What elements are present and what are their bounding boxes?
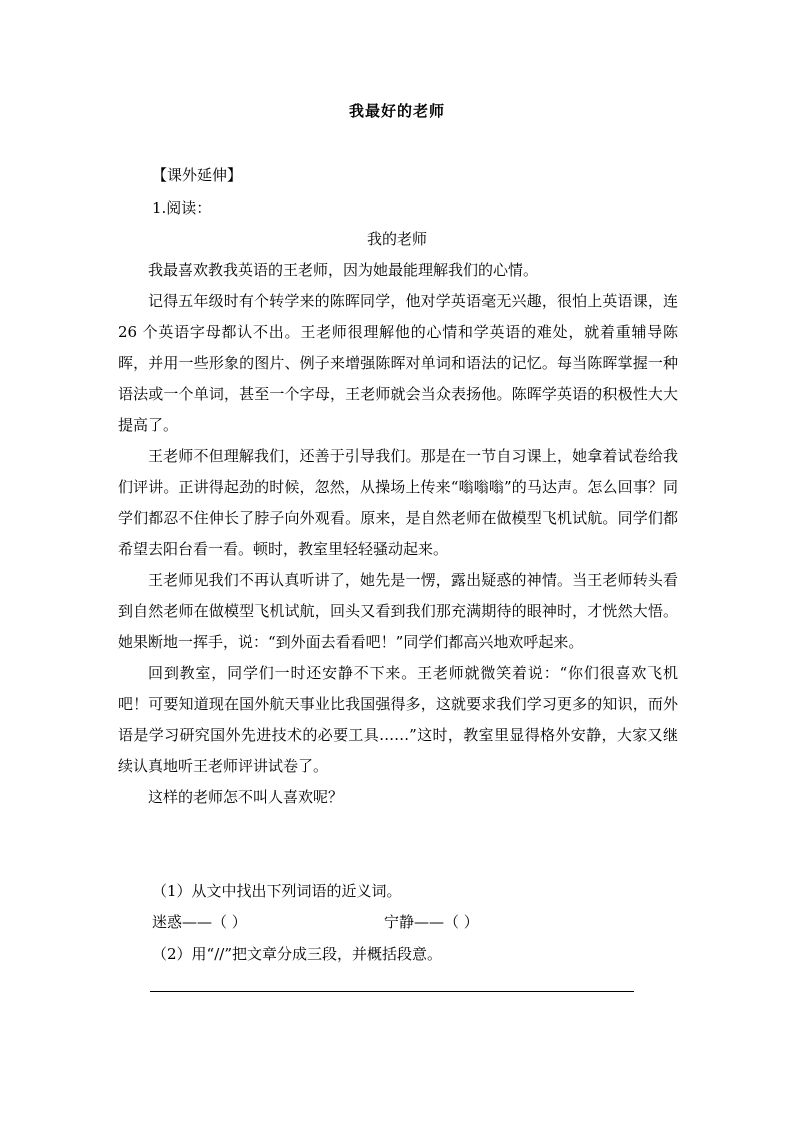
answer-line bbox=[150, 991, 634, 992]
paragraph-2: 记得五年级时有个转学来的陈晖同学，他对学英语毫无兴趣，很怕上英语课，连 26 个英语字母都认不出。王老师很理解他的心情和学英语的难处，就着重辅导陈晖，并用一些形象的图片、例子来增强陈晖对单词和语法的记忆。每当陈晖掌握一种语法或一个单词，甚至一个字母，王老师就会当众表扬他。陈晖学英语的积极性大大提高了。 bbox=[118, 292, 678, 434]
paragraph-6: 这样的老师怎不叫人喜欢呢？ bbox=[148, 788, 344, 806]
synonym-blank-b: 宁静——（ ） bbox=[384, 913, 479, 931]
question-number: 1.阅读： bbox=[152, 199, 212, 217]
paragraph-5: 回到教室，同学们一时还安静不下来。王老师就微笑着说：“你们很喜欢飞机吧！可要知道现在国外航天事业比我国强得多，这就要求我们学习更多的知识，而外语是学习研究国外先进技术的必要工具……”这时，教室里显得格外安静，大家又继续认真地听王老师评讲试卷了。 bbox=[118, 664, 678, 775]
synonym-row bbox=[152, 911, 572, 932]
paragraph-4: 王老师见我们不再认真听讲了，她先是一愣，露出疑惑的神情。当王老师转头看到自然老师在做模型飞机试航，回头又看到我们那充满期待的眼神时，才恍然大悟。她果断地一挥手，说：“到外面去看看吧！”同学们都高兴地欢呼起来。 bbox=[118, 571, 678, 651]
question-1: （1）从文中找出下列词语的近义词。 bbox=[152, 882, 402, 900]
passage-title: 我的老师 bbox=[366, 230, 427, 248]
question-2: （2）用“//”把文章分成三段，并概括段意。 bbox=[152, 945, 442, 963]
paragraph-3: 王老师不但理解我们，还善于引导我们。那是在一节自习课上，她拿着试卷给我们评讲。正讲得起劲的时候，忽然，从操场上传来“嗡嗡嗡”的马达声。怎么回事？同学们都忍不住伸长了脖子向外观看。原来，是自然老师在做模型飞机试航。同学们都希望去阳台看一看。顿时，教室里轻轻骚动起来。 bbox=[118, 447, 678, 558]
section-heading: 【课外延伸】 bbox=[152, 166, 243, 184]
page-title: 我最好的老师 bbox=[348, 102, 445, 120]
synonym-blank-a: 迷惑——（ ） bbox=[152, 913, 247, 931]
passage-body bbox=[118, 255, 678, 813]
paragraph-1: 我最喜欢教我英语的王老师，因为她最能理解我们的心情。 bbox=[148, 261, 539, 279]
